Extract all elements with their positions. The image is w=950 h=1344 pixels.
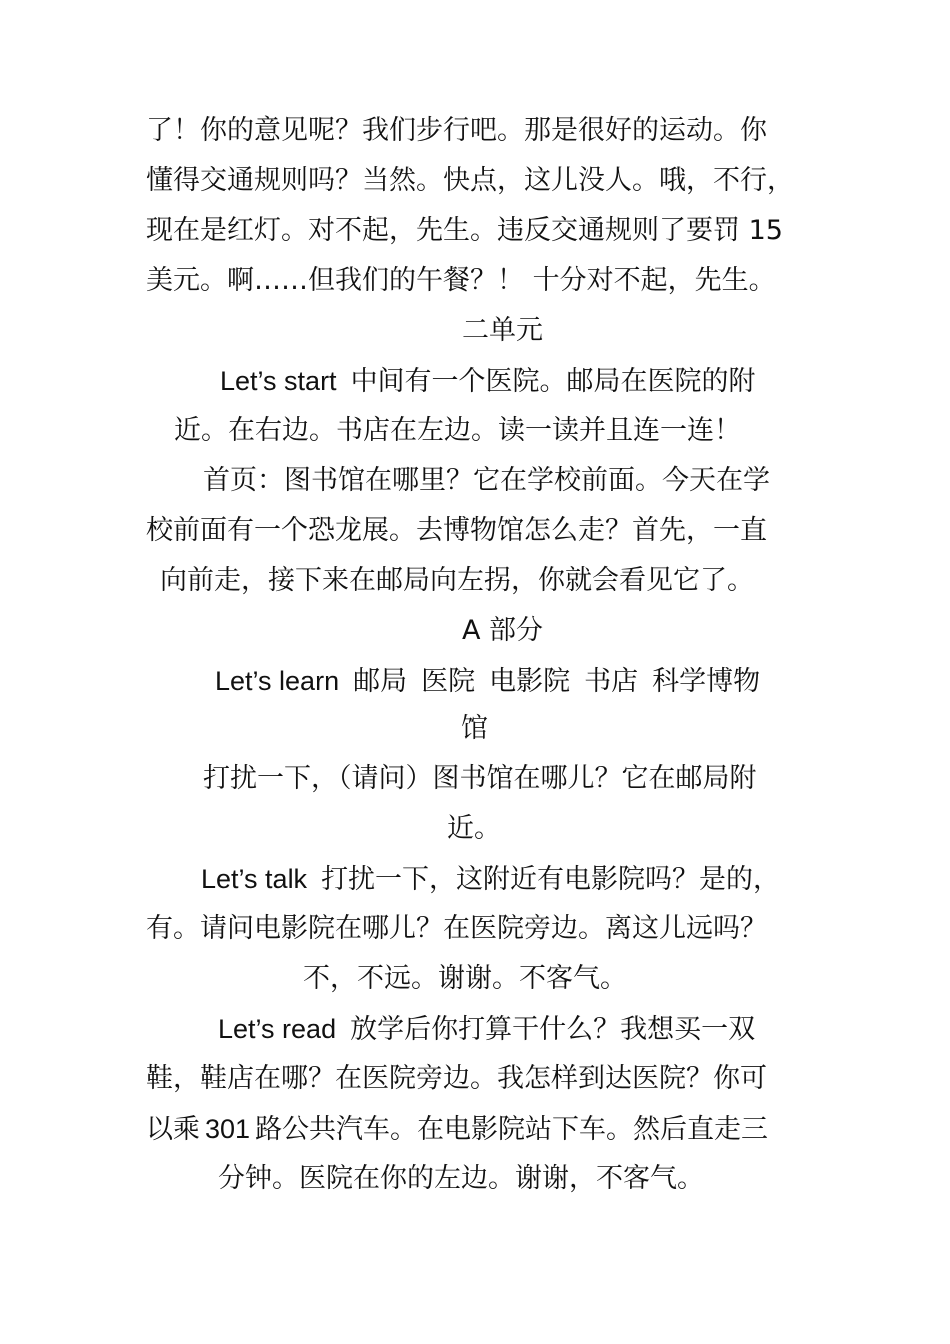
lets-read-line-3	[0, 1104, 950, 1154]
lets-talk-line	[0, 854, 950, 904]
homepage-text-3: 向前走，接下来在邮局向左拐，你就会看见它了。	[160, 565, 754, 596]
part-a-text: A 部分	[462, 615, 544, 646]
vocab-word: 科学博物	[652, 666, 761, 697]
lets-start-text-2: 近。在右边。书店在左边。读一读并且连一连！	[174, 415, 741, 446]
lets-learn-line	[0, 656, 950, 706]
lets-read-text-3a: 以乘	[146, 1114, 200, 1145]
lets-talk-text-2: 有。请问电影院在哪儿？在医院旁边。离这儿远吗？	[146, 913, 767, 944]
lets-start-label: Let’s start	[220, 366, 337, 396]
lets-learn-label: Let’s learn	[215, 666, 340, 696]
unit-title	[0, 306, 950, 356]
lets-talk-line-3	[0, 954, 950, 1004]
text-line-3	[0, 206, 950, 256]
text-line-1	[0, 106, 950, 156]
lets-learn-wrap	[0, 704, 950, 754]
excuse-line-2	[0, 804, 950, 854]
lets-learn-wrap-text: 馆	[461, 713, 488, 744]
excuse-text-2: 近。	[447, 813, 501, 844]
part-a-heading	[0, 606, 950, 656]
bus-number: 301	[205, 1114, 251, 1144]
lets-talk-label: Let’s talk	[201, 864, 308, 894]
vocab-word: 医院	[421, 666, 476, 697]
homepage-line-1	[0, 456, 950, 506]
text-line-1-content: 了！你的意见呢？我们步行吧。那是很好的运动。你	[146, 115, 767, 146]
vocab-word: 电影院	[489, 666, 571, 697]
lets-read-text: 放学后你打算干什么？我想买一双	[350, 1014, 756, 1045]
lets-read-line	[0, 1004, 950, 1054]
homepage-text-1: 首页：图书馆在哪里？它在学校前面。今天在学	[203, 465, 770, 496]
lets-read-line-4	[0, 1154, 950, 1204]
lets-talk-line-2	[0, 904, 950, 954]
lets-talk-text: 打扰一下，这附近有电影院吗？是的，	[321, 864, 781, 895]
lets-read-label: Let’s read	[218, 1014, 337, 1044]
lets-start-line	[0, 356, 950, 406]
vocab-word: 邮局	[353, 666, 408, 697]
lets-read-text-2: 鞋，鞋店在哪？在医院旁边。我怎样到达医院？你可	[146, 1063, 767, 1094]
lets-read-line-2	[0, 1054, 950, 1104]
excuse-line-1	[0, 754, 950, 804]
vocab-word: 书店	[584, 666, 639, 697]
lets-start-text: 中间有一个医院。邮局在医院的附	[350, 366, 756, 397]
excuse-text-1: 打扰一下，（请问）图书馆在哪儿？它在邮局附	[203, 763, 757, 794]
text-line-4-content: 美元。啊……但我们的午餐？！ 十分对不起，先生。	[146, 265, 776, 296]
lets-read-text-4: 分钟。医院在你的左边。谢谢，不客气。	[218, 1163, 704, 1194]
text-line-3-content: 现在是红灯。对不起，先生。违反交通规则了要罚 15	[146, 215, 783, 246]
lets-talk-text-3: 不，不远。谢谢。不客气。	[303, 963, 627, 994]
homepage-line-2	[0, 506, 950, 556]
lets-read-text-3b: 路公共汽车。在电影院站下车。然后直走三	[255, 1114, 769, 1145]
lets-start-line-2	[0, 406, 950, 456]
homepage-line-3	[0, 556, 950, 606]
homepage-text-2: 校前面有一个恐龙展。去博物馆怎么走？首先，一直	[146, 515, 767, 546]
text-line-2-content: 懂得交通规则吗？当然。快点，这儿没人。哦，不行，	[146, 165, 794, 196]
text-line-4	[0, 256, 950, 306]
unit-title-text: 二单元	[462, 315, 543, 346]
text-line-2	[0, 156, 950, 206]
